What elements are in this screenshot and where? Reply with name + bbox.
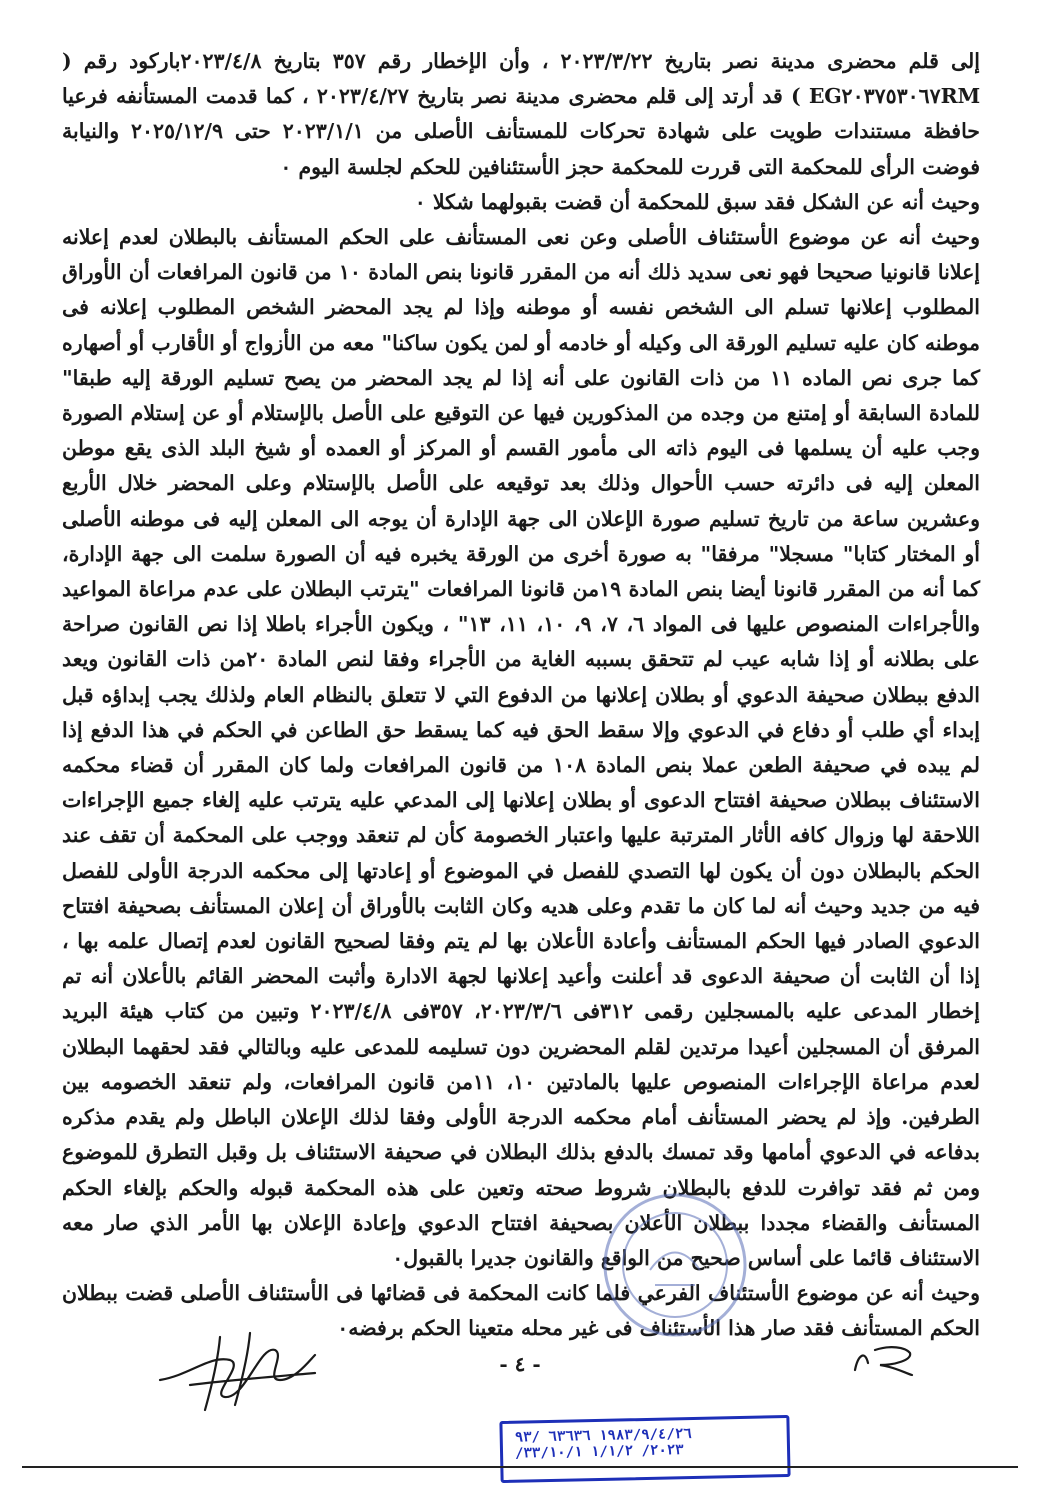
paragraph-notification-details: إلى قلم محضرى مدينة نصر بتاريخ ٢٠٢٣/٣/٢٢ ، وأن الإخطار رقم ٣٥٧ بتاريخ ٢٠٢٣/٤/٨باركود رقم ( EG٢٠٣٧٥٣٠٦٧RM ) قد أرتد إلى قلم محضرى مدينة نصر بتاريخ ٢٠٢٣/٤/٢٧ ، كما قدمت المستأنفه فرعيا حافظة مستندات طويت على شهادة تحركات للمستأنف الأصلى من ٢٠٢٣/١/١ حتى ٢٠٢٥/١٢/٩ والنيابة فوضت الرأى للمحكمة التى قررت للمحكمة حجز الأستئنافين للحكم لجلسة اليوم ٠ [62, 49, 980, 179]
paragraph-original-appeal-merits: وحيث أنه عن موضوع الأستئناف الأصلى وعن نعى المستأنف على الحكم المستأنف بالبطلان لعدم إعلانه إعلانا قانونيا صحيحا فهو نعى سديد ذلك أنه من المقرر قانونا بنص المادة ١٠ من قانون المرافعات أن الأوراق المطلوب إعلانها تسلم الى الشخص نفسه أو موطنه وإذا لم يجد المحضر الشخص المطلوب إعلانه فى موطنه كان عليه تسليم الورقة الى وكيله أو خادمه أو لمن يكون ساكنا" معه من الأزواج أو الأقارب أو أصهاره كما جرى نص الماده ١١ من ذات القانون على أنه إذا لم يجد المحضر من يصح تسليم الورقة إليه طبقا" للمادة السابقة أو إمتنع من وجده من المذكورين فيها عن التوقيع على الأصل بالإستلام أو عن إستلام الصورة وجب عليه أن يسلمها فى اليوم ذاته الى مأمور القسم أو المركز أو العمده أو شيخ البلد الذى يقع موطن المعلن إليه فى دائرته حسب الأحوال وذلك بعد توقيعه على الأصل بالإستلام وعلى المحضر خلال الأربع وعشرين ساعة من تاريخ تسليم صورة الإعلان الى جهة الإدارة أن يوجه الى المعلن إليه فى موطنه الأصلى أو المختار كتابا" مسجلا" مرفقا" به صورة أخرى من الورقة يخبره فيه أن الصورة سلمت الى جهة الإدارة، كما أنه من المقرر قانونا أيضا بنص المادة ١٩من قانونا المرافعات "يترتب البطلان على عدم مراعاة المواعيد والأجراءات المنصوص عليها فى المواد ٦، ٧، ٩، ١٠، ١١، ١٣" ، ويكون الأجراء باطلا إذا نص القانون صراحة على بطلانه أو إذا شابه عيب لم تتحقق بسببه الغاية من الأجراء وفقا لنص المادة ٢٠من ذات القانون ويعد الدفع ببطلان صحيفة الدعوي أو بطلان إعلانها من الدفوع التي لا تتعلق بالنظام العام ولذلك يجب إبداؤه قبل إبداء أي طلب أو دفاع في الدعوي وإلا سقط الحق فيه كما يسقط حق الطاعن في الحكم في هذا الدفع إذا لم يبده في صحيفة الطعن عملا بنص المادة ١٠٨ من قانون المرافعات ولما كان المقرر أن قضاء محكمه الاستئناف ببطلان صحيفة افتتاح الدعوى أو بطلان إعلانها إلى المدعي عليه يترتب عليه إلغاء جميع الإجراءات اللاحقة لها وزوال كافه الأثار المترتبة عليها واعتبار الخصومة كأن لم تنعقد ووجب على المحكمة أن تقف عند الحكم بالبطلان دون أن يكون لها التصدي للفصل في الموضوع أو إعادتها إلى محكمه الدرجة الأولى للفصل فيه من جديد وحيث أنه لما كان ما تقدم وعلى هديه وكان الثابت بالأوراق أن إعلان المستأنف بصحيفة افتتاح الدعوي الصادر فيها الحكم المستأنف وأعادة الأعلان بها لم يتم وفقا لصحيح القانون لعدم إتصال علمه بها ، إذا أن الثابت أن صحيفة الدعوى قد أعلنت وأعيد إعلانها لجهة الادارة وأثبت المحضر القائم بالأعلان أنه تم إخطار المدعى عليه بالمسجلين رقمى ٣١٢فى ٢٠٢٣/٣/٦، ٣٥٧فى ٢٠٢٣/٤/٨ وتبين من كتاب هيئة البريد المرفق أن المسجلين أعيدا مرتدين لقلم المحضرين دون تسليمه للمدعى عليه وبالتالي فقد لحقهما البطلان لعدم مراعاة الإجراءات المنصوص عليها بالمادتين ١٠، ١١من قانون المرافعات، ولم تنعقد الخصومه بين الطرفين. وإذ لم يحضر المستأنف أمام محكمه الدرجة الأولى وفقا لذلك الإعلان الباطل ولم يقدم مذكره بدفاعه في الدعوي أمامها وقد تمسك بالدفع بذلك البطلان في صحيفة الاستئناف بل وقبل التطرق للموضوع ومن ثم فقد توافرت للدفع بالبطلان شروط صحته وتعين على هذه المحكمة قبوله والحكم بإلغاء الحكم المستأنف والقضاء مجددا ببطلان الأعلان بصحيفة افتتاح الدعوي وإعادة الإعلان بها الأمر الذي صار معه الاستئناف قائما على أساس صحيح من الواقع والقانون جديرا بالقبول٠ [62, 225, 981, 1270]
signature-left [150, 1325, 320, 1415]
document-body [62, 44, 980, 1347]
paragraph-form-acceptance: وحيث أنه عن الشكل فقد سبق للمحكمة أن قضت بقبولهما شكلا ٠ [414, 189, 980, 214]
page-number: - ٤ - [499, 1352, 541, 1376]
stamp-line-1: ١٩٨٣/٩/٤/٢٦ ٦٣٦٣٦ /٩٣ [514, 1426, 692, 1446]
paragraph-cross-appeal-merits: وحيث أنه عن موضوع الأستئناف الفرعي فلما كانت المحكمة فى قضائها فى الأستئناف الأصلى قضت ببطلان الحكم المستأنف فقد صار هذا الأستئناف فى غير محله متعينا الحكم برفضه٠ [62, 1281, 980, 1341]
court-seal-stamp [600, 1190, 750, 1340]
footer-divider [22, 1466, 1018, 1468]
stamp-line-2: /٢٠٢٣/ ١/١/٢ ٣٣/١٠/١ [514, 1442, 684, 1462]
signature-right [850, 1335, 920, 1380]
filing-stamp [499, 1415, 790, 1483]
